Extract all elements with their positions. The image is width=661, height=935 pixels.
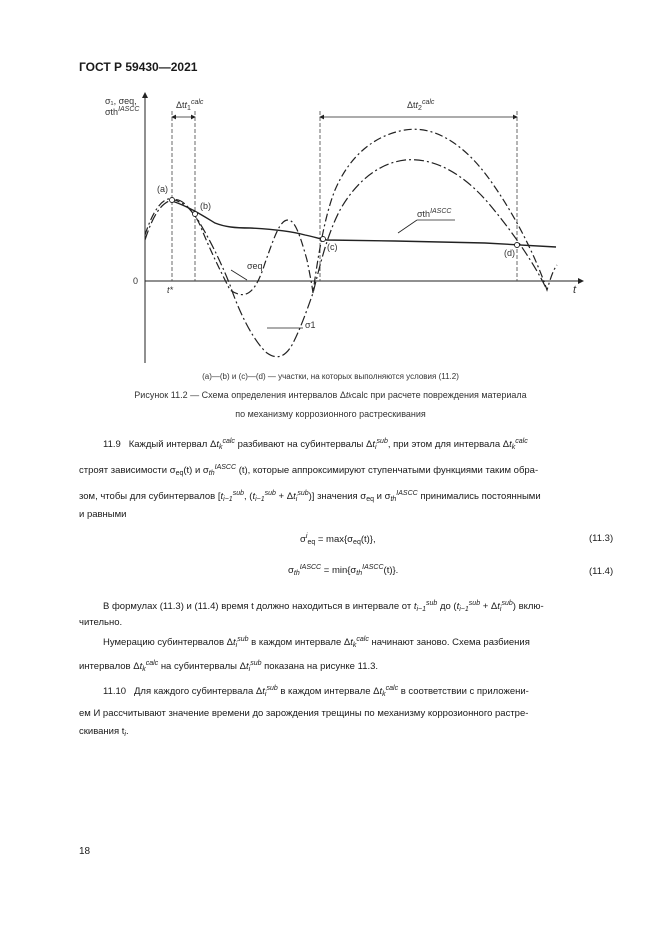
y-axis-label: σ₁, σeq, σth$^{IASCC}$	[105, 96, 140, 117]
para-11-10-line1: 11.10 Для каждого субинтервала $\Delta t_i^{sub}$ в каждом интервале $\Delta t_k^{calc}$ в соответствии с приложени-	[103, 685, 529, 698]
equation-11-4: $\sigma_{th}^{IASCC} = \min\{\sigma_{th}^{IASCC}(t)\}$.	[288, 564, 399, 577]
para-11-9-line4: и равными	[79, 509, 127, 520]
para-formula-line2: чительно.	[79, 617, 123, 628]
figure-title-line2: по механизму коррозионного растрескивания	[235, 409, 426, 419]
interval2-label: Δtt$_2^{calc}$	[407, 99, 435, 112]
equation-11-4-number: (11.4)	[589, 566, 614, 577]
interval1-label: Δtt$_1^{calc}$	[176, 99, 204, 112]
sigma-th-label: σth$^{IASCC}$	[417, 208, 452, 219]
para-11-9-line3: зом, чтобы для субинтервалов [$t_{i-1}^{sub}$, $(t_{i-1}^{sub} + \Delta t_i^{sub})$] значения $\sigma_{eq}$ и $\sigma_{th}^{IASCC}$ принимались постоянными	[79, 490, 541, 503]
para-numbering-line2: интервалов $\Delta t_k^{calc}$ на субинтервалы $\Delta t_i^{sub}$ показана на рисунке 11.3.	[79, 660, 379, 673]
point-a-label: (a)	[157, 184, 168, 194]
standard-header: ГОСТ Р 59430—2021	[79, 60, 198, 74]
equation-11-3: $\sigma^i_{eq} = \max\{\sigma_{eq}(t)\}$,	[300, 533, 376, 546]
sigma-1-label: σ1	[305, 320, 316, 330]
sigma-th-curve	[172, 201, 556, 247]
x-axis-label: t	[573, 284, 577, 296]
para-numbering-line1: Нумерацию субинтервалов $\Delta t_i^{sub}$ в каждом интервале $\Delta t_k^{calc}$ начинают заново. Схема разбиения	[103, 636, 530, 649]
para-formula-line1: В формулах (11.3) и (11.4) время t должно находиться в интервале от $t_{i-1}^{sub}$ до $(t_{i-1}^{sub} + \Delta t_i^{sub})$ вклю-	[103, 600, 544, 613]
sigma-1-curve	[145, 160, 547, 357]
leader-lines	[231, 220, 455, 328]
sigma-eq-label: σeq	[247, 261, 263, 271]
interval-boundaries	[172, 111, 517, 281]
figure-note: (a)—(b) и (c)—(d) — участки, на которых выполняются условия (11.2)	[202, 372, 459, 381]
origin-label: 0	[133, 276, 139, 286]
point-c-label: (c)	[327, 242, 338, 252]
page-number: 18	[79, 846, 91, 857]
para-11-10-line3: скивания $t_i$.	[79, 726, 129, 738]
figure-title: Рисунок 11.2 — Схема определения интервалов Δtkcalc при расчете повреждения материала	[134, 390, 527, 400]
para-11-9-line1: 11.9 Каждый интервал $\Delta t_k^{calc}$ разбивают на субинтервалы $\Delta t_i^{sub}$, при этом для интервала $\Delta t_k^{calc}$	[103, 438, 528, 451]
figure-11-2	[95, 85, 595, 380]
equation-11-3-number: (11.3)	[589, 533, 614, 544]
point-d-label: (d)	[504, 248, 515, 258]
para-11-10-line2: ем И рассчитывают значение времени до зарождения трещины по механизму коррозионного растре-	[79, 708, 529, 719]
point-b-label: (b)	[200, 201, 211, 211]
t-star-label: t*	[167, 285, 174, 295]
para-11-9-line2: строят зависимости $\sigma_{eq}(t)$ и $\sigma_{th}^{IASCC}$ (t), которые аппроксимируют ступенчатыми функциями таким обра-	[79, 464, 539, 477]
stress-time-diagram	[95, 85, 595, 375]
